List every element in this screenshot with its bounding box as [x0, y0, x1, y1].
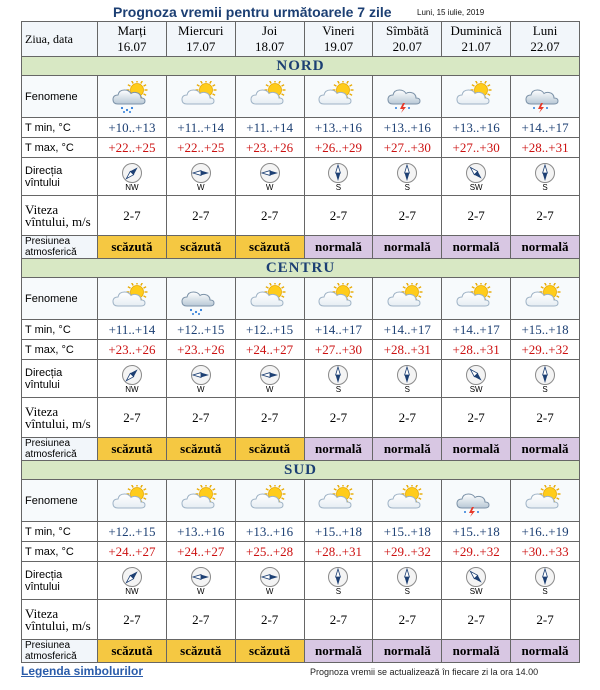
region-header	[22, 57, 580, 76]
tmin-value: +10..+13	[98, 118, 167, 138]
tmin-value: +11..+14	[166, 118, 235, 138]
day-name: Marți	[117, 23, 147, 38]
wind-direction-value: NW	[125, 384, 139, 394]
wind-direction-cell	[304, 562, 373, 600]
wind-arrow-icon	[121, 162, 143, 184]
tmin-value: +11..+14	[235, 118, 304, 138]
wind-direction-cell	[166, 360, 235, 398]
tmin-value: +14..+17	[511, 118, 580, 138]
wind-speed-value: 2-7	[98, 398, 167, 438]
phenomena-label: Fenomene	[22, 76, 98, 118]
wind-direction-row	[22, 562, 580, 600]
sun-cloud-icon	[373, 480, 442, 522]
wind-speed-value: 2-7	[304, 398, 373, 438]
tmin-row	[22, 522, 580, 542]
tmax-label: T max, °C	[22, 340, 98, 360]
wind-speed-value: 2-7	[98, 196, 167, 236]
wind-direction-cell	[235, 158, 304, 196]
wind-direction-value: SW	[469, 182, 483, 192]
day-header	[511, 22, 580, 57]
wind-speed-row	[22, 196, 580, 236]
forecast-table	[21, 21, 580, 663]
wind-direction-value: SW	[469, 384, 483, 394]
pressure-row	[22, 640, 580, 663]
tmax-value: +28..+31	[304, 542, 373, 562]
wind-speed-value: 2-7	[235, 398, 304, 438]
header-row	[22, 22, 580, 57]
wind-direction-value: S	[542, 384, 548, 394]
wind-arrow-icon	[190, 162, 212, 184]
pressure-value: scăzută	[98, 640, 167, 663]
wind-arrow-icon	[465, 162, 487, 184]
pressure-value: scăzută	[166, 640, 235, 663]
tmax-value: +23..+26	[235, 138, 304, 158]
pressure-value: scăzută	[98, 438, 167, 461]
tmax-value: +27..+30	[373, 138, 442, 158]
sun-cloud-icon	[511, 278, 580, 320]
tmin-row	[22, 320, 580, 340]
wind-speed-value: 2-7	[166, 600, 235, 640]
wind-direction-cell	[373, 562, 442, 600]
region-header	[22, 461, 580, 480]
wind-speed-value: 2-7	[373, 196, 442, 236]
day-date: 22.07	[530, 39, 560, 54]
wind-direction-cell	[442, 360, 511, 398]
pressure-value: normală	[511, 640, 580, 663]
day-date: 19.07	[323, 39, 354, 54]
tmin-value: +14..+17	[442, 320, 511, 340]
region-header	[22, 259, 580, 278]
sun-cloud-icon	[166, 480, 235, 522]
phenomena-row	[22, 480, 580, 522]
wind-direction-cell	[235, 360, 304, 398]
tmax-value: +27..+30	[442, 138, 511, 158]
tmin-value: +16..+19	[511, 522, 580, 542]
wind-direction-cell	[98, 562, 167, 600]
sun-cloud-icon	[442, 278, 511, 320]
sun-cloud-icon	[235, 76, 304, 118]
wind-direction-cell	[373, 158, 442, 196]
wind-speed-value: 2-7	[442, 600, 511, 640]
wind-speed-label: Viteza vîntului, m/s	[22, 196, 98, 236]
day-name: Vineri	[322, 23, 355, 38]
pressure-value: normală	[442, 236, 511, 259]
day-name: Sîmbătă	[385, 23, 429, 38]
wind-direction-value: W	[265, 384, 274, 394]
tmax-value: +22..+25	[166, 138, 235, 158]
tmax-row	[22, 542, 580, 562]
pressure-value: scăzută	[98, 236, 167, 259]
phenomena-row	[22, 76, 580, 118]
day-header	[442, 22, 511, 57]
wind-speed-value: 2-7	[373, 600, 442, 640]
tmin-label: T min, °C	[22, 522, 98, 542]
sun-cloud-icon	[98, 480, 167, 522]
sun-cloud-icon	[235, 480, 304, 522]
wind-arrow-icon	[259, 364, 281, 386]
tmin-value: +15..+18	[511, 320, 580, 340]
tmin-value: +11..+14	[98, 320, 167, 340]
wind-speed-row	[22, 600, 580, 640]
sun-cloud-icon	[304, 76, 373, 118]
sun-cloud-icon	[304, 480, 373, 522]
tmax-value: +26..+29	[304, 138, 373, 158]
wind-speed-value: 2-7	[304, 600, 373, 640]
region-name: CENTRU	[22, 259, 580, 278]
wind-direction-cell	[442, 562, 511, 600]
day-header	[304, 22, 373, 57]
wind-speed-value: 2-7	[511, 196, 580, 236]
wind-direction-value: NW	[125, 586, 139, 596]
wind-speed-value: 2-7	[442, 398, 511, 438]
day-name: Luni	[532, 23, 558, 38]
wind-speed-label: Viteza vîntului, m/s	[22, 398, 98, 438]
wind-direction-cell	[511, 360, 580, 398]
sun-cloud-icon	[511, 480, 580, 522]
pressure-value: normală	[373, 640, 442, 663]
tmax-value: +29..+32	[442, 542, 511, 562]
wind-direction-cell	[373, 360, 442, 398]
pressure-value: scăzută	[235, 640, 304, 663]
tmin-value: +12..+15	[235, 320, 304, 340]
wind-direction-row	[22, 360, 580, 398]
tmax-row	[22, 138, 580, 158]
tmin-value: +14..+17	[304, 320, 373, 340]
wind-direction-value: S	[335, 586, 342, 596]
wind-direction-row	[22, 158, 580, 196]
wind-direction-value: S	[404, 384, 410, 394]
current-date: Luni, 15 iulie, 2019	[417, 8, 485, 17]
tmax-value: +29..+32	[373, 542, 442, 562]
wind-arrow-icon	[534, 566, 556, 588]
wind-direction-label: Direcția vîntului	[22, 158, 98, 196]
wind-arrow-icon	[465, 364, 487, 386]
tmax-value: +28..+31	[442, 340, 511, 360]
tmax-value: +24..+27	[235, 340, 304, 360]
tmin-value: +13..+16	[235, 522, 304, 542]
tmin-value: +15..+18	[442, 522, 511, 542]
region-name: SUD	[22, 461, 580, 480]
day-name: Joi	[262, 23, 278, 38]
wind-direction-cell	[304, 360, 373, 398]
wind-arrow-icon	[327, 162, 349, 184]
pressure-value: normală	[442, 438, 511, 461]
pressure-value: normală	[373, 438, 442, 461]
wind-direction-label: Direcția vîntului	[22, 562, 98, 600]
pressure-value: normală	[304, 640, 373, 663]
sun-cloud-icon	[373, 278, 442, 320]
day-date: 17.07	[186, 39, 216, 54]
pressure-row	[22, 438, 580, 461]
sun-cloud-icon	[304, 278, 373, 320]
day-date: 21.07	[461, 39, 491, 54]
wind-speed-value: 2-7	[511, 398, 580, 438]
wind-arrow-icon	[534, 162, 556, 184]
tmax-value: +29..+32	[511, 340, 580, 360]
wind-arrow-icon	[327, 566, 349, 588]
wind-speed-value: 2-7	[235, 600, 304, 640]
wind-speed-value: 2-7	[442, 196, 511, 236]
sun-cloud-rain-icon	[98, 76, 167, 118]
pressure-value: scăzută	[166, 236, 235, 259]
day-name: Miercuri	[178, 23, 224, 38]
pressure-value: normală	[511, 236, 580, 259]
day-header	[166, 22, 235, 57]
wind-arrow-icon	[121, 566, 143, 588]
tmax-value: +28..+31	[511, 138, 580, 158]
tmin-value: +13..+16	[442, 118, 511, 138]
cloud-rain-icon	[166, 278, 235, 320]
sun-cloud-icon	[442, 76, 511, 118]
cloud-thunderstorm-icon	[373, 76, 442, 118]
tmax-label: T max, °C	[22, 542, 98, 562]
phenomena-row	[22, 278, 580, 320]
wind-direction-cell	[511, 158, 580, 196]
wind-speed-value: 2-7	[304, 196, 373, 236]
tmax-row	[22, 340, 580, 360]
phenomena-label: Fenomene	[22, 480, 98, 522]
tmin-label: T min, °C	[22, 320, 98, 340]
day-header	[235, 22, 304, 57]
wind-direction-value: W	[265, 182, 274, 192]
wind-arrow-icon	[259, 162, 281, 184]
wind-arrow-icon	[190, 364, 212, 386]
phenomena-label: Fenomene	[22, 278, 98, 320]
wind-speed-value: 2-7	[166, 398, 235, 438]
sun-cloud-icon	[166, 76, 235, 118]
tmax-value: +23..+26	[166, 340, 235, 360]
wind-direction-cell	[98, 360, 167, 398]
tmin-value: +12..+15	[166, 320, 235, 340]
wind-direction-value: S	[542, 586, 548, 596]
wind-direction-value: NW	[125, 182, 139, 192]
pressure-value: scăzută	[166, 438, 235, 461]
wind-direction-cell	[98, 158, 167, 196]
pressure-value: normală	[304, 236, 373, 259]
wind-direction-cell	[511, 562, 580, 600]
wind-speed-value: 2-7	[166, 196, 235, 236]
wind-direction-value: W	[196, 182, 205, 192]
wind-direction-cell	[442, 158, 511, 196]
tmax-label: T max, °C	[22, 138, 98, 158]
pressure-label: Presiunea atmosferică	[22, 640, 98, 663]
header-label: Ziua, data	[22, 22, 98, 57]
pressure-value: scăzută	[235, 438, 304, 461]
cloud-thunderstorm-icon	[442, 480, 511, 522]
tmin-value: +13..+16	[304, 118, 373, 138]
tmax-value: +24..+27	[166, 542, 235, 562]
wind-arrow-icon	[465, 566, 487, 588]
wind-direction-value: S	[335, 182, 342, 192]
wind-speed-value: 2-7	[373, 398, 442, 438]
wind-arrow-icon	[327, 364, 349, 386]
pressure-value: scăzută	[235, 236, 304, 259]
sun-cloud-icon	[235, 278, 304, 320]
tmin-value: +13..+16	[373, 118, 442, 138]
tmin-value: +15..+18	[373, 522, 442, 542]
pressure-row	[22, 236, 580, 259]
wind-direction-value: S	[404, 182, 410, 192]
day-header	[373, 22, 442, 57]
tmin-label: T min, °C	[22, 118, 98, 138]
tmax-value: +25..+28	[235, 542, 304, 562]
tmax-value: +30..+33	[511, 542, 580, 562]
pressure-value: normală	[511, 438, 580, 461]
wind-arrow-icon	[396, 162, 418, 184]
wind-direction-cell	[166, 158, 235, 196]
day-date: 18.07	[254, 39, 285, 54]
wind-arrow-icon	[121, 364, 143, 386]
day-date: 16.07	[117, 39, 147, 54]
wind-speed-value: 2-7	[98, 600, 167, 640]
legend-link[interactable]: Legenda simbolurilor	[21, 664, 144, 678]
wind-arrow-icon	[190, 566, 212, 588]
wind-direction-value: W	[265, 586, 274, 596]
pressure-label: Presiunea atmosferică	[22, 438, 98, 461]
cloud-thunderstorm-icon	[511, 76, 580, 118]
wind-speed-label: Viteza vîntului, m/s	[22, 600, 98, 640]
wind-arrow-icon	[259, 566, 281, 588]
page-title: Prognoza vremii pentru următoarele 7 zile	[113, 4, 392, 20]
tmin-value: +12..+15	[98, 522, 167, 542]
day-header	[98, 22, 167, 57]
tmin-value: +15..+18	[304, 522, 373, 542]
wind-speed-row	[22, 398, 580, 438]
wind-arrow-icon	[396, 364, 418, 386]
pressure-label: Presiunea atmosferică	[22, 236, 98, 259]
wind-arrow-icon	[396, 566, 418, 588]
tmax-value: +22..+25	[98, 138, 167, 158]
wind-direction-cell	[166, 562, 235, 600]
tmin-row	[22, 118, 580, 138]
wind-direction-value: S	[542, 182, 548, 192]
wind-speed-value: 2-7	[235, 196, 304, 236]
tmax-value: +28..+31	[373, 340, 442, 360]
update-note: Prognoza vremii se actualizează în fiecare zi la ora 14.00	[310, 667, 539, 677]
pressure-value: normală	[373, 236, 442, 259]
pressure-value: normală	[442, 640, 511, 663]
wind-direction-value: S	[335, 384, 342, 394]
tmax-value: +24..+27	[98, 542, 167, 562]
pressure-value: normală	[304, 438, 373, 461]
wind-direction-value: W	[196, 384, 205, 394]
wind-direction-cell	[304, 158, 373, 196]
tmin-value: +13..+16	[166, 522, 235, 542]
day-date: 20.07	[392, 39, 422, 54]
wind-direction-value: W	[196, 586, 205, 596]
region-name: NORD	[22, 57, 580, 76]
tmax-value: +23..+26	[98, 340, 167, 360]
wind-arrow-icon	[534, 364, 556, 386]
wind-direction-value: SW	[469, 586, 483, 596]
tmax-value: +27..+30	[304, 340, 373, 360]
day-name: Duminică	[450, 23, 502, 38]
sun-cloud-icon	[98, 278, 167, 320]
wind-direction-value: S	[404, 586, 410, 596]
tmin-value: +14..+17	[373, 320, 442, 340]
wind-direction-label: Direcția vîntului	[22, 360, 98, 398]
wind-direction-cell	[235, 562, 304, 600]
wind-speed-value: 2-7	[511, 600, 580, 640]
